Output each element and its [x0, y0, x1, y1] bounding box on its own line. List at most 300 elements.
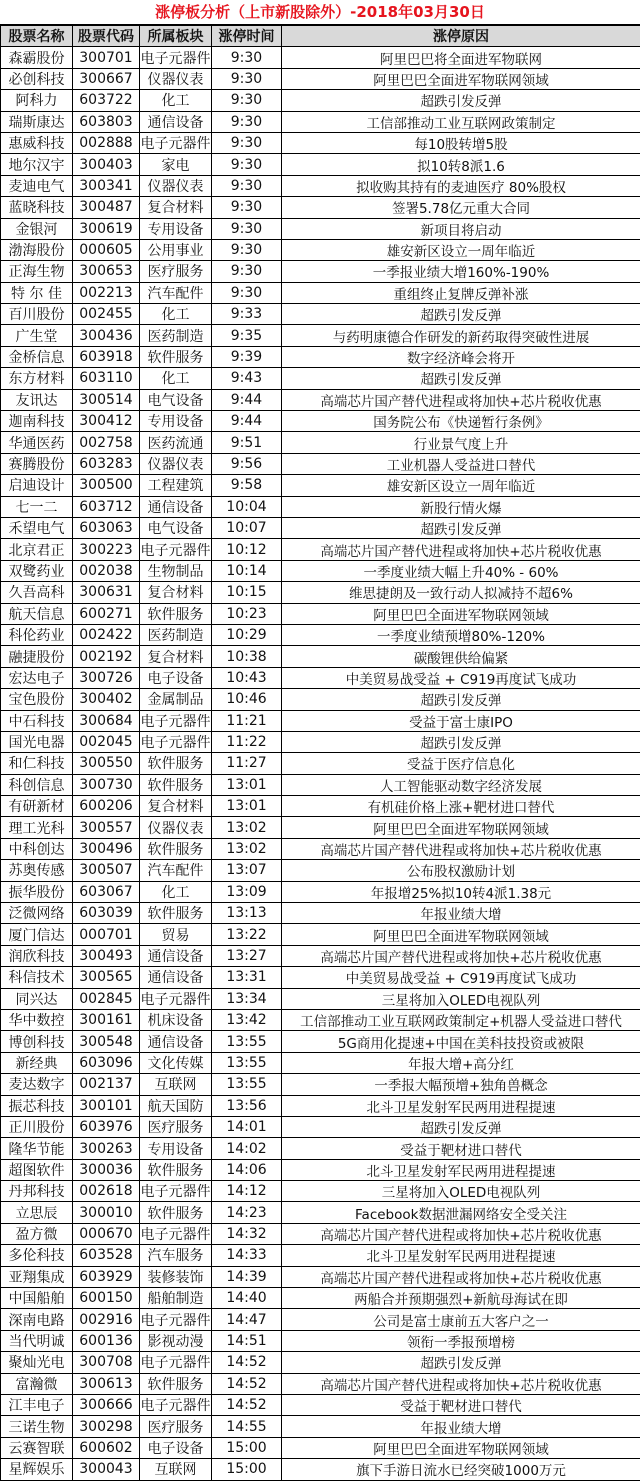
stock-name-cell: 迦南科技 — [1, 411, 73, 432]
limit-time-cell: 13:55 — [212, 1052, 282, 1073]
reason-cell: 高端芯片国产替代进程或将加快+芯片税收优惠 — [282, 1373, 640, 1394]
stock-name-cell: 宝色股份 — [1, 689, 73, 710]
sector-cell: 化工 — [140, 304, 212, 325]
stock-name-cell: 正川股份 — [1, 1116, 73, 1137]
reason-cell: 年报业绩大增 — [282, 903, 640, 924]
stock-name-cell: 苏奥传感 — [1, 860, 73, 881]
stock-code-cell: 600602 — [73, 1437, 140, 1458]
limit-time-cell: 13:13 — [212, 903, 282, 924]
limit-time-cell: 9:39 — [212, 346, 282, 367]
table-row — [1, 1223, 640, 1244]
stock-code-cell: 603110 — [73, 368, 140, 389]
stock-code-cell: 300684 — [73, 710, 140, 731]
stock-code-cell: 600271 — [73, 603, 140, 624]
table-row — [1, 1373, 640, 1394]
stock-name-cell: 博创科技 — [1, 1031, 73, 1052]
header-limit-time: 涨停时间 — [212, 26, 282, 47]
reason-cell: 年报业绩大增 — [282, 1416, 640, 1437]
table-row — [1, 817, 640, 838]
table-row — [1, 967, 640, 988]
reason-cell: 高端芯片国产替代进程或将加快+芯片税收优惠 — [282, 539, 640, 560]
reason-cell: 三星将加入OLED电视队列 — [282, 988, 640, 1009]
stock-name-cell: 同兴达 — [1, 988, 73, 1009]
stock-name-cell: 赛腾股份 — [1, 453, 73, 474]
sector-cell: 软件服务 — [140, 1202, 212, 1223]
table-row — [1, 945, 640, 966]
limit-time-cell: 11:27 — [212, 753, 282, 774]
stock-name-cell: 当代明诚 — [1, 1330, 73, 1351]
table-row — [1, 838, 640, 859]
sector-cell: 医药流通 — [140, 432, 212, 453]
table-row — [1, 1245, 640, 1266]
table-row — [1, 1116, 640, 1137]
sector-cell: 互联网 — [140, 1074, 212, 1095]
header-stock-name: 股票名称 — [1, 26, 73, 47]
stock-code-cell: 002137 — [73, 1074, 140, 1095]
limit-time-cell: 9:30 — [212, 175, 282, 196]
stock-code-cell: 300036 — [73, 1159, 140, 1180]
reason-cell: 拟10转8派1.6 — [282, 154, 640, 175]
stock-name-cell: 隆华节能 — [1, 1138, 73, 1159]
sector-cell: 软件服务 — [140, 1373, 212, 1394]
reason-cell: 受益于靶材进口替代 — [282, 1395, 640, 1416]
stock-code-cell: 603929 — [73, 1266, 140, 1287]
limit-time-cell: 10:07 — [212, 517, 282, 538]
stock-code-cell: 002038 — [73, 560, 140, 581]
limit-time-cell: 14:06 — [212, 1159, 282, 1180]
reason-cell: 工信部推动工业互联网政策制定 — [282, 111, 640, 132]
sector-cell: 软件服务 — [140, 753, 212, 774]
stock-code-cell: 300613 — [73, 1373, 140, 1394]
limit-time-cell: 13:27 — [212, 945, 282, 966]
table-row — [1, 453, 640, 474]
sector-cell: 通信设备 — [140, 111, 212, 132]
stock-code-cell: 002888 — [73, 132, 140, 153]
stock-code-cell: 300403 — [73, 154, 140, 175]
stock-name-cell: 正海生物 — [1, 261, 73, 282]
stock-code-cell: 300223 — [73, 539, 140, 560]
stock-name-cell: 金银河 — [1, 218, 73, 239]
sector-cell: 专用设备 — [140, 411, 212, 432]
limit-time-cell: 14:12 — [212, 1181, 282, 1202]
stock-code-cell: 603918 — [73, 346, 140, 367]
reason-cell: 中美贸易战受益 + C919再度试飞成功 — [282, 967, 640, 988]
limit-time-cell: 9:56 — [212, 453, 282, 474]
reason-cell: 工业机器人受益进口替代 — [282, 453, 640, 474]
sector-cell: 仪器仪表 — [140, 68, 212, 89]
stock-name-cell: 聚灿光电 — [1, 1352, 73, 1373]
stock-name-cell: 富瀚微 — [1, 1373, 73, 1394]
stock-code-cell: 002213 — [73, 282, 140, 303]
limit-time-cell: 13:22 — [212, 924, 282, 945]
table-row — [1, 1288, 640, 1309]
stock-code-cell: 002618 — [73, 1181, 140, 1202]
table-row — [1, 1031, 640, 1052]
reason-cell: 新股行情火爆 — [282, 496, 640, 517]
sector-cell: 工程建筑 — [140, 475, 212, 496]
limit-time-cell: 9:30 — [212, 197, 282, 218]
stock-name-cell: 航天信息 — [1, 603, 73, 624]
header-stock-code: 股票代码 — [73, 26, 140, 47]
sector-cell: 化工 — [140, 368, 212, 389]
stock-code-cell: 600150 — [73, 1288, 140, 1309]
table-row — [1, 368, 640, 389]
sector-cell: 仪器仪表 — [140, 453, 212, 474]
table-row — [1, 47, 640, 68]
table-row — [1, 475, 640, 496]
reason-cell: 阿里巴巴全面进军物联网领域 — [282, 924, 640, 945]
sector-cell: 复合材料 — [140, 796, 212, 817]
stock-name-cell: 华通医药 — [1, 432, 73, 453]
limit-time-cell: 9:30 — [212, 90, 282, 111]
reason-cell: 工信部推动工业互联网政策制定+机器人受益进口替代 — [282, 1009, 640, 1030]
stock-name-cell: 振华股份 — [1, 881, 73, 902]
header-reason: 涨停原因 — [282, 26, 640, 47]
reason-cell: 签署5.78亿元重大合同 — [282, 197, 640, 218]
limit-time-cell: 9:30 — [212, 111, 282, 132]
limit-time-cell: 10:46 — [212, 689, 282, 710]
sector-cell: 医药制造 — [140, 624, 212, 645]
stock-name-cell: 禾望电气 — [1, 517, 73, 538]
limit-time-cell: 14:51 — [212, 1330, 282, 1351]
sector-cell: 互联网 — [140, 1459, 212, 1480]
stock-name-cell: 云赛智联 — [1, 1437, 73, 1458]
sector-cell: 船舶制造 — [140, 1288, 212, 1309]
table-row — [1, 132, 640, 153]
stock-code-cell: 300730 — [73, 774, 140, 795]
stock-name-cell: 七一二 — [1, 496, 73, 517]
table-row — [1, 1095, 640, 1116]
page-title: 涨停板分析（上市新股除外）-2018年03月30日 — [0, 0, 640, 25]
stock-name-cell: 东方材料 — [1, 368, 73, 389]
table-row — [1, 1395, 640, 1416]
table-row — [1, 903, 640, 924]
table-row — [1, 1309, 640, 1330]
stock-code-cell: 300263 — [73, 1138, 140, 1159]
stock-code-cell: 000670 — [73, 1223, 140, 1244]
reason-cell: 碳酸锂供给偏紧 — [282, 646, 640, 667]
limit-time-cell: 9:30 — [212, 261, 282, 282]
table-row — [1, 646, 640, 667]
sector-cell: 通信设备 — [140, 1031, 212, 1052]
reason-cell: 超跌引发反弹 — [282, 1116, 640, 1137]
table-row — [1, 624, 640, 645]
table-row — [1, 1202, 640, 1223]
stock-code-cell: 300557 — [73, 817, 140, 838]
sector-cell: 电子元器件 — [140, 47, 212, 68]
reason-cell: 阿里巴巴全面进军物联网领域 — [282, 1437, 640, 1458]
sector-cell: 汽车配件 — [140, 282, 212, 303]
stock-name-cell: 双鹭药业 — [1, 560, 73, 581]
limit-time-cell: 10:38 — [212, 646, 282, 667]
stock-name-cell: 国光电器 — [1, 731, 73, 752]
reason-cell: 超跌引发反弹 — [282, 517, 640, 538]
stock-code-cell: 300493 — [73, 945, 140, 966]
sector-cell: 电子元器件 — [140, 1181, 212, 1202]
stock-code-cell: 002845 — [73, 988, 140, 1009]
reason-cell: 超跌引发反弹 — [282, 304, 640, 325]
limit-time-cell: 10:04 — [212, 496, 282, 517]
stock-code-cell: 300667 — [73, 68, 140, 89]
stock-code-cell: 300043 — [73, 1459, 140, 1480]
sector-cell: 医药制造 — [140, 325, 212, 346]
stock-code-cell: 002455 — [73, 304, 140, 325]
stock-code-cell: 000605 — [73, 239, 140, 260]
limit-time-cell: 14:23 — [212, 1202, 282, 1223]
stock-name-cell: 麦达数字 — [1, 1074, 73, 1095]
table-row — [1, 753, 640, 774]
sector-cell: 装修装饰 — [140, 1266, 212, 1287]
sector-cell: 汽车服务 — [140, 1245, 212, 1266]
sector-cell: 电子设备 — [140, 667, 212, 688]
sector-cell: 电子元器件 — [140, 1309, 212, 1330]
limit-time-cell: 14:32 — [212, 1223, 282, 1244]
stock-name-cell: 振芯科技 — [1, 1095, 73, 1116]
stock-name-cell: 科伦药业 — [1, 624, 73, 645]
stock-code-cell: 603712 — [73, 496, 140, 517]
limit-time-cell: 9:44 — [212, 411, 282, 432]
limit-time-cell: 10:14 — [212, 560, 282, 581]
limit-up-table — [0, 25, 640, 1481]
table-row — [1, 261, 640, 282]
stock-code-cell: 300436 — [73, 325, 140, 346]
stock-code-cell: 300548 — [73, 1031, 140, 1052]
stock-code-cell: 603067 — [73, 881, 140, 902]
stock-name-cell: 蓝晓科技 — [1, 197, 73, 218]
stock-code-cell: 300298 — [73, 1416, 140, 1437]
sector-cell: 贸易 — [140, 924, 212, 945]
reason-cell: 一季度业绩大幅上升40% - 60% — [282, 560, 640, 581]
stock-name-cell: 三诺生物 — [1, 1416, 73, 1437]
stock-code-cell: 002422 — [73, 624, 140, 645]
reason-cell: 一季度业绩预增80%-120% — [282, 624, 640, 645]
stock-code-cell: 300496 — [73, 838, 140, 859]
reason-cell: 受益于靶材进口替代 — [282, 1138, 640, 1159]
table-row — [1, 860, 640, 881]
stock-code-cell: 002192 — [73, 646, 140, 667]
stock-name-cell: 特 尔 佳 — [1, 282, 73, 303]
limit-time-cell: 14:47 — [212, 1309, 282, 1330]
reason-cell: 公布股权激励计划 — [282, 860, 640, 881]
stock-name-cell: 融捷股份 — [1, 646, 73, 667]
sector-cell: 仪器仪表 — [140, 175, 212, 196]
sector-cell: 复合材料 — [140, 646, 212, 667]
stock-name-cell: 久吾高科 — [1, 582, 73, 603]
limit-time-cell: 9:30 — [212, 132, 282, 153]
sector-cell: 金属制品 — [140, 689, 212, 710]
reason-cell: 年报大增+高分红 — [282, 1052, 640, 1073]
stock-code-cell: 603096 — [73, 1052, 140, 1073]
reason-cell: 每10股转增5股 — [282, 132, 640, 153]
stock-code-cell: 300726 — [73, 667, 140, 688]
limit-time-cell: 9:30 — [212, 239, 282, 260]
sector-cell: 电子元器件 — [140, 1223, 212, 1244]
stock-name-cell: 森霸股份 — [1, 47, 73, 68]
table-header-row — [1, 26, 640, 47]
stock-code-cell: 300412 — [73, 411, 140, 432]
table-row — [1, 603, 640, 624]
reason-cell: 阿里巴巴全面进军物联网领域 — [282, 817, 640, 838]
reason-cell: 三星将加入OLED电视队列 — [282, 1181, 640, 1202]
stock-code-cell: 300507 — [73, 860, 140, 881]
reason-cell: 有机硅价格上涨+靶材进口替代 — [282, 796, 640, 817]
stock-name-cell: 华中数控 — [1, 1009, 73, 1030]
reason-cell: 超跌引发反弹 — [282, 731, 640, 752]
stock-code-cell: 300010 — [73, 1202, 140, 1223]
sector-cell: 软件服务 — [140, 603, 212, 624]
reason-cell: 高端芯片国产替代进程或将加快+芯片税收优惠 — [282, 389, 640, 410]
limit-time-cell: 13:31 — [212, 967, 282, 988]
reason-cell: 阿里巴巴全面进军物联网领域 — [282, 603, 640, 624]
table-row — [1, 1009, 640, 1030]
stock-code-cell: 600136 — [73, 1330, 140, 1351]
table-row — [1, 496, 640, 517]
table-row — [1, 1181, 640, 1202]
limit-time-cell: 14:01 — [212, 1116, 282, 1137]
limit-time-cell: 10:29 — [212, 624, 282, 645]
limit-time-cell: 9:30 — [212, 68, 282, 89]
limit-time-cell: 13:42 — [212, 1009, 282, 1030]
stock-name-cell: 中国船舶 — [1, 1288, 73, 1309]
limit-time-cell: 14:02 — [212, 1138, 282, 1159]
stock-name-cell: 星辉娱乐 — [1, 1459, 73, 1480]
table-row — [1, 1052, 640, 1073]
limit-time-cell: 10:43 — [212, 667, 282, 688]
stock-code-cell: 300500 — [73, 475, 140, 496]
stock-name-cell: 厦门信达 — [1, 924, 73, 945]
sector-cell: 电子元器件 — [140, 731, 212, 752]
sector-cell: 软件服务 — [140, 1159, 212, 1180]
limit-time-cell: 9:43 — [212, 368, 282, 389]
limit-time-cell: 13:56 — [212, 1095, 282, 1116]
sector-cell: 汽车配件 — [140, 860, 212, 881]
stock-name-cell: 深南电路 — [1, 1309, 73, 1330]
table-row — [1, 924, 640, 945]
stock-code-cell: 300402 — [73, 689, 140, 710]
sector-cell: 电子元器件 — [140, 539, 212, 560]
stock-name-cell: 和仁科技 — [1, 753, 73, 774]
table-row — [1, 1159, 640, 1180]
limit-time-cell: 9:51 — [212, 432, 282, 453]
limit-time-cell: 10:23 — [212, 603, 282, 624]
table-row — [1, 90, 640, 111]
stock-code-cell: 300341 — [73, 175, 140, 196]
stock-name-cell: 立思辰 — [1, 1202, 73, 1223]
sector-cell: 医疗服务 — [140, 261, 212, 282]
stock-code-cell: 300101 — [73, 1095, 140, 1116]
stock-name-cell: 广生堂 — [1, 325, 73, 346]
reason-cell: 一季报大幅预增+独角兽概念 — [282, 1074, 640, 1095]
table-row — [1, 197, 640, 218]
limit-time-cell: 14:40 — [212, 1288, 282, 1309]
table-row — [1, 282, 640, 303]
stock-name-cell: 有研新材 — [1, 796, 73, 817]
table-row — [1, 560, 640, 581]
sector-cell: 软件服务 — [140, 774, 212, 795]
table-row — [1, 988, 640, 1009]
limit-time-cell: 13:02 — [212, 838, 282, 859]
sector-cell: 电子元器件 — [140, 710, 212, 731]
limit-time-cell: 9:33 — [212, 304, 282, 325]
sector-cell: 专用设备 — [140, 1138, 212, 1159]
reason-cell: 阿里巴巴全面进军物联网领域 — [282, 68, 640, 89]
sector-cell: 复合材料 — [140, 582, 212, 603]
stock-code-cell: 603722 — [73, 90, 140, 111]
table-row — [1, 68, 640, 89]
table-row — [1, 175, 640, 196]
table-row — [1, 774, 640, 795]
stock-name-cell: 渤海股份 — [1, 239, 73, 260]
limit-time-cell: 13:34 — [212, 988, 282, 1009]
table-row — [1, 710, 640, 731]
stock-code-cell: 002758 — [73, 432, 140, 453]
reason-cell: 高端芯片国产替代进程或将加快+芯片税收优惠 — [282, 945, 640, 966]
table-row — [1, 154, 640, 175]
stock-name-cell: 百川股份 — [1, 304, 73, 325]
stock-name-cell: 润欣科技 — [1, 945, 73, 966]
sector-cell: 影视动漫 — [140, 1330, 212, 1351]
table-row — [1, 346, 640, 367]
table-row — [1, 517, 640, 538]
table-row — [1, 731, 640, 752]
sector-cell: 通信设备 — [140, 967, 212, 988]
sector-cell: 电子元器件 — [140, 132, 212, 153]
sector-cell: 仪器仪表 — [140, 817, 212, 838]
stock-name-cell: 地尔汉宇 — [1, 154, 73, 175]
reason-cell: 中美贸易战受益 + C919再度试飞成功 — [282, 667, 640, 688]
reason-cell: 受益于医疗信息化 — [282, 753, 640, 774]
sector-cell: 机床设备 — [140, 1009, 212, 1030]
stock-name-cell: 中石科技 — [1, 710, 73, 731]
stock-name-cell: 瑞斯康达 — [1, 111, 73, 132]
limit-time-cell: 9:58 — [212, 475, 282, 496]
table-row — [1, 667, 640, 688]
stock-name-cell: 超图软件 — [1, 1159, 73, 1180]
reason-cell: 北斗卫星发射军民两用进程提速 — [282, 1159, 640, 1180]
reason-cell: 一季报业绩大增160%-190% — [282, 261, 640, 282]
stock-name-cell: 必创科技 — [1, 68, 73, 89]
stock-code-cell: 300487 — [73, 197, 140, 218]
stock-code-cell: 300619 — [73, 218, 140, 239]
sector-cell: 电子元器件 — [140, 988, 212, 1009]
stock-name-cell: 新经典 — [1, 1052, 73, 1073]
sector-cell: 航天国防 — [140, 1095, 212, 1116]
sector-cell: 软件服务 — [140, 346, 212, 367]
sector-cell: 专用设备 — [140, 218, 212, 239]
limit-time-cell: 13:02 — [212, 817, 282, 838]
reason-cell: 5G商用化提速+中国在美科技投资或被限 — [282, 1031, 640, 1052]
reason-cell: 雄安新区设立一周年临近 — [282, 475, 640, 496]
stock-name-cell: 阿科力 — [1, 90, 73, 111]
reason-cell: 人工智能驱动数字经济发展 — [282, 774, 640, 795]
stock-code-cell: 002045 — [73, 731, 140, 752]
sector-cell: 化工 — [140, 90, 212, 111]
limit-time-cell: 9:35 — [212, 325, 282, 346]
reason-cell: 北斗卫星发射军民两用进程提速 — [282, 1095, 640, 1116]
table-row — [1, 111, 640, 132]
stock-code-cell: 300701 — [73, 47, 140, 68]
table-row — [1, 1074, 640, 1095]
reason-cell: 公司是富士康前五大客户之一 — [282, 1309, 640, 1330]
reason-cell: 超跌引发反弹 — [282, 689, 640, 710]
limit-time-cell: 13:55 — [212, 1074, 282, 1095]
table-row — [1, 1459, 640, 1480]
stock-name-cell: 科创信息 — [1, 774, 73, 795]
sector-cell: 化工 — [140, 881, 212, 902]
sector-cell: 电气设备 — [140, 389, 212, 410]
reason-cell: 领衔一季报预增榜 — [282, 1330, 640, 1351]
limit-time-cell: 9:30 — [212, 218, 282, 239]
